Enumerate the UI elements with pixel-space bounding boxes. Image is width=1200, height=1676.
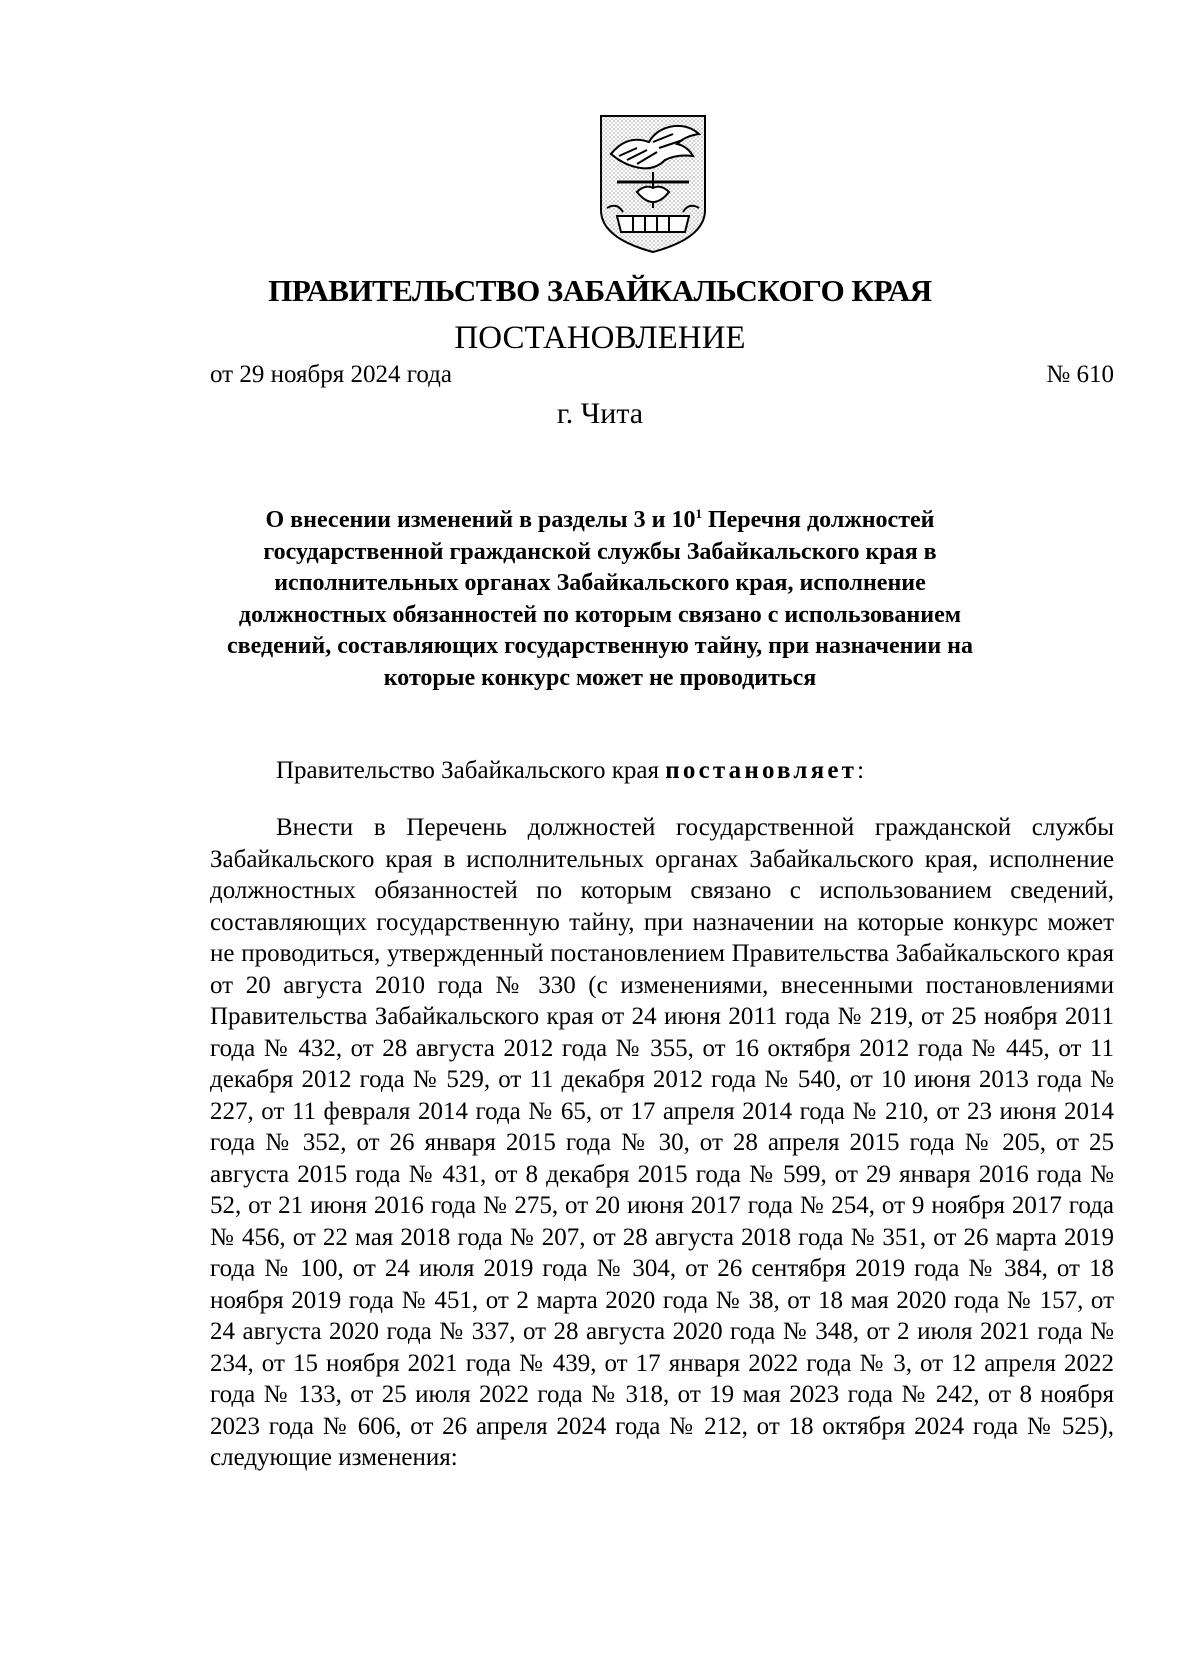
- resolution-intro: [276, 757, 864, 785]
- intro-text: Правительство Забайкальского края: [276, 757, 666, 784]
- document-date: от 29 ноября 2024 года: [210, 361, 452, 388]
- intro-emphasis: постановляет: [665, 757, 858, 784]
- title-part-2: Перечня должностей государственной гражданской службы Забайкальского края в исполнительных органах Забайкальского края, исполнение должностных обязанностей по которым связано с использованием сведений, составляющих государственную тайну, при назначении на которые конкурс может не проводиться: [227, 507, 973, 691]
- coat-of-arms-emblem: [597, 112, 709, 254]
- body-paragraph: Внести в Перечень должностей государственной гражданской службы Забайкальского края в исполнительных органах Забайкальского края, исполнение должностных обязанностей по которым связано с использованием сведений, составляющих государственную тайну, при назначении на которые конкурс может не проводиться, утвержденный постановлением Правительства Забайкальского края от 20 августа 2010 года № 330 (с изменениями, внесенными постановлениями Правительства Забайкальского края от 24 июня 2011 года № 219, от 25 ноября 2011 года № 432, от 28 августа 2012 года № 355, от 16 октября 2012 года № 445, от 11 декабря 2012 года № 529, от 11 декабря 2012 года № 540, от 10 июня 2013 года № 227, от 11 февраля 2014 года № 65, от 17 апреля 2014 года № 210, от 23 июня 2014 года № 352, от 26 января 2015 года № 30, от 28 апреля 2015 года № 205, от 25 августа 2015 года № 431, от 8 декабря 2015 года № 599, от 29 января 2016 года № 52, от 21 июня 2016 года № 275, от 20 июня 2017 года № 254, от 9 ноября 2017 года № 456, от 22 мая 2018 года № 207, от 28 августа 2018 года № 351, от 26 марта 2019 года № 100, от 24 июля 2019 года № 304, от 26 сентября 2019 года № 384, от 18 ноября 2019 года № 451, от 2 марта 2020 года № 38, от 18 мая 2020 года № 157, от 24 августа 2020 года № 337, от 28 августа 2020 года № 348, от 2 июля 2021 года № 234, от 15 ноября 2021 года № 439, от 17 января 2022 года № 3, от 12 апреля 2022 года № 133, от 25 июля 2022 года № 318, от 19 мая 2023 года № 242, от 8 ноября 2023 года № 606, от 26 апреля 2024 года № 212, от 18 октября 2024 года № 525), следующие изменения:: [210, 814, 1114, 1471]
- intro-tail: :: [857, 757, 865, 784]
- document-city: г. Чита: [556, 397, 644, 430]
- title-part-1: О внесении изменений в разделы 3 и 10: [265, 507, 696, 533]
- organization-name: ПРАВИТЕЛЬСТВО ЗАБАЙКАЛЬСКОГО КРАЯ: [268, 273, 932, 308]
- title-superscript: 1: [695, 506, 702, 521]
- document-type: ПОСТАНОВЛЕНИЕ: [454, 320, 746, 356]
- document-number: № 610: [1046, 361, 1114, 388]
- document-title: [200, 505, 1000, 694]
